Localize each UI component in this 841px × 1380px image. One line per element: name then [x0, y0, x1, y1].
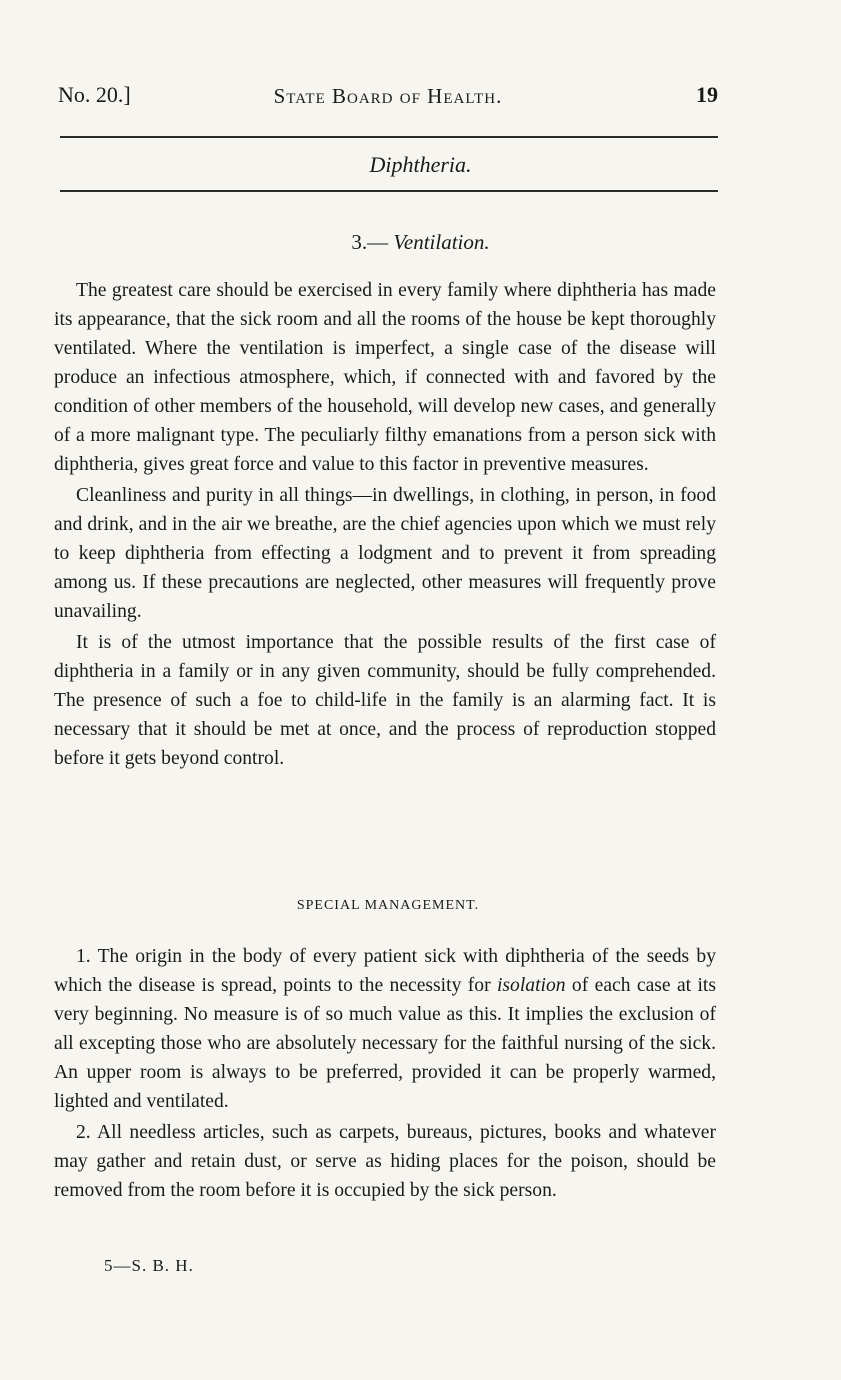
paragraph-ventilation: The greatest care should be exercised in every family where diphtheria has made its appearance, that the sick room and all the rooms of the house be kept thoroughly ventilated. Where the ventilation is imperfect, a single case of the disease will produce an infectious atmosphere, which, if connected with and favored by the condition of other members of the household, will develop new cases, and generally of a more malignant type. The peculiarly filthy emanations from a person sick with diphtheria, gives great force and value to this factor in preventive measures. — [54, 280, 716, 475]
section-name: Ventilation. — [393, 230, 490, 254]
section-title — [0, 230, 841, 255]
ventilation-text — [54, 276, 716, 775]
publication-title: State Board of Health. — [273, 84, 503, 108]
running-title: Diphtheria. — [369, 152, 472, 177]
header-rule-top — [60, 136, 718, 138]
header-rule-bottom — [60, 190, 718, 192]
paragraph-cleanliness: Cleanliness and purity in all things—in dwellings, in clothing, in person, in food and drink, and in the air we breathe, are the chief agencies upon which we must rely to keep diphtheria from effecting a lodgment and to prevent it from spreading among us. If these precautions are neglected, other measures will frequently prove unavailing. — [54, 485, 716, 622]
paragraph-importance: It is of the utmost importance that the possible results of the first case of diphtheria in a family or in any given community, should be fully comprehended. The presence of such a foe to child-life in the family is an alarming fact. It is necessary that it should be met at once, and the process of reproduction stopped before it gets beyond control. — [54, 632, 716, 769]
page-number: 19 — [696, 82, 718, 107]
management-text — [54, 942, 716, 1207]
management-item-1 — [54, 942, 716, 1116]
page-header — [58, 82, 718, 112]
document-number: No. 20.] — [58, 82, 131, 107]
signature-mark: 5—S. B. H. — [104, 1256, 194, 1275]
item1-text-start: 1. The origin in the body of every patient sick with diphtheria of the seeds by which the disease is spread, points to the necessity for — [54, 946, 716, 996]
section-number: 3.— — [351, 230, 389, 254]
management-item-2: 2. All needless articles, such as carpets, bureaus, pictures, books and whatever may gather and retain dust, or serve as hiding places for the poison, should be removed from the room before it is occupied by the sick person. — [54, 1122, 716, 1201]
subheading-special-management: SPECIAL MANAGEMENT. — [296, 898, 480, 913]
item1-text-end: of each case at its very beginning. No measure is of so much value as this. It implies the exclusion of all excepting those who are absolutely necessary for the faithful nursing of the sick. An upper room is always to be preferred, provided it can be properly warmed, lighted and ventilated. — [54, 975, 716, 1112]
item1-emphasis: isolation — [496, 975, 566, 996]
